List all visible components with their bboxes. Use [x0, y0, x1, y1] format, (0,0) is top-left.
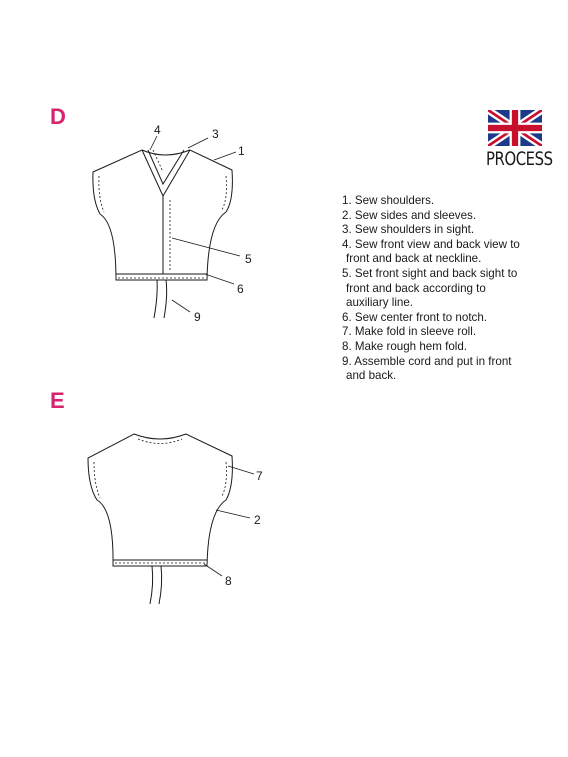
callout-e-8: 8: [225, 574, 232, 588]
step-5-line: 5. Set front sight and back sight to: [342, 266, 518, 280]
callout-d-1: 1: [238, 144, 245, 158]
callout-d-3: 3: [212, 127, 219, 141]
callout-d-9: 9: [194, 310, 201, 324]
step-4-line: 4. Sew front view and back view to: [342, 237, 520, 251]
step-3-line: 3. Sew shoulders in sight.: [342, 223, 475, 237]
step-4-line: front and back at neckline.: [346, 252, 482, 266]
step-9-line: 9. Assemble cord and put in front: [342, 354, 512, 368]
section-letter-d: D: [50, 104, 66, 129]
callout-d-4: 4: [154, 123, 161, 137]
section-letter-e: E: [50, 388, 65, 413]
step-6-line: 6. Sew center front to notch.: [342, 310, 488, 324]
callout-d-6: 6: [237, 282, 244, 296]
callout-d-5: 5: [245, 252, 252, 266]
garment-e-leaders: [204, 466, 254, 576]
step-2-line: 2. Sew sides and sleeves.: [342, 208, 477, 222]
process-steps-list: [342, 194, 562, 384]
step-7-line: 7. Make fold in sleeve roll.: [342, 325, 477, 339]
step-5-line: front and back according to: [346, 281, 486, 295]
garment-e-stitches: [94, 439, 227, 563]
process-label: PROCESS: [486, 148, 553, 170]
callout-e-2: 2: [254, 513, 261, 527]
garment-e-outline: [88, 434, 232, 604]
step-9-line: and back.: [346, 369, 397, 383]
step-5-line: auxiliary line.: [346, 296, 414, 310]
step-8-line: 8. Make rough hem fold.: [342, 339, 468, 353]
step-1-line: 1. Sew shoulders.: [342, 194, 435, 207]
callout-e-7: 7: [256, 469, 263, 483]
